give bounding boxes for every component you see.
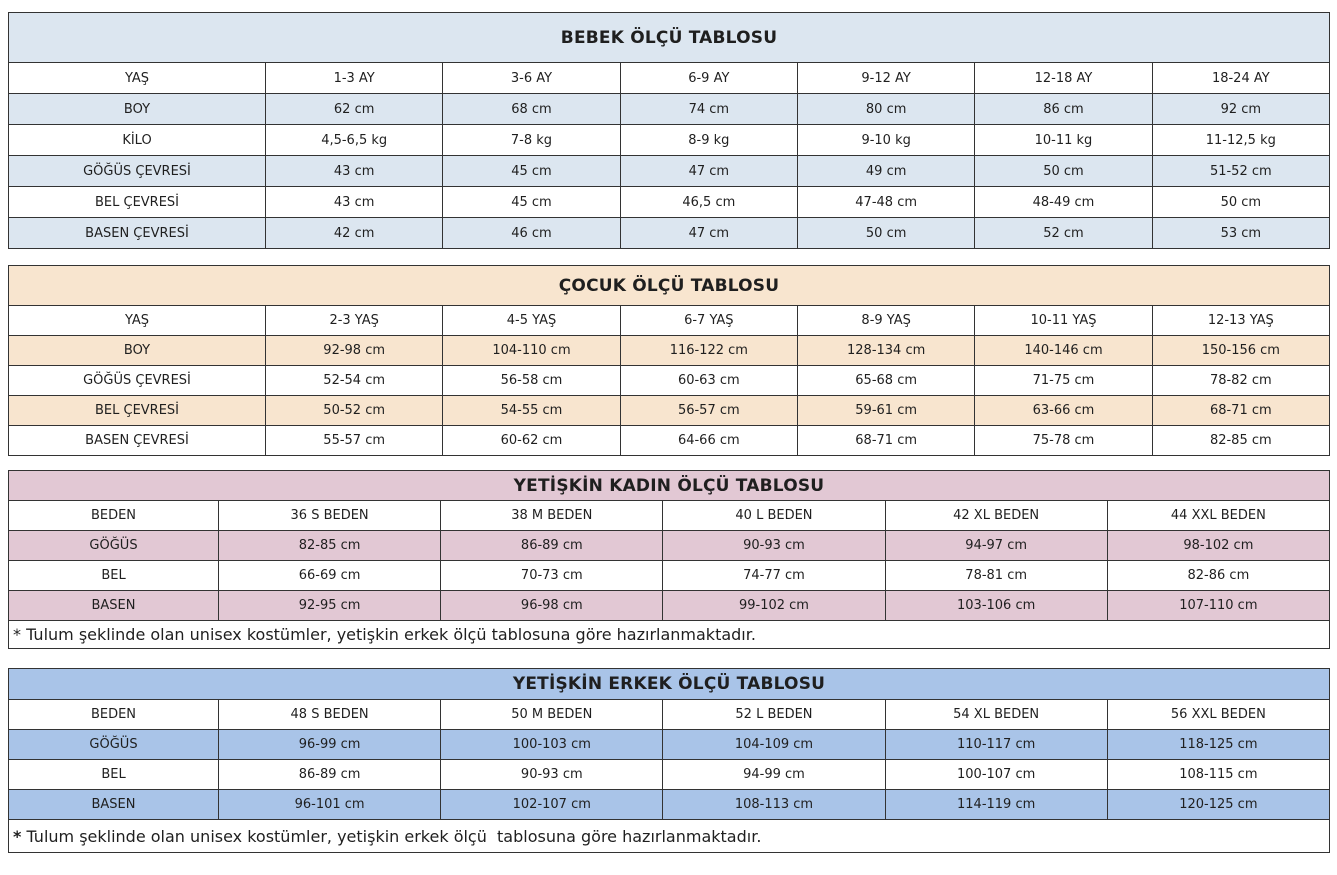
row-label: BASEN ÇEVRESİ: [9, 218, 266, 249]
cell-value: 82-85 cm: [1152, 426, 1329, 456]
cell-value: 74-77 cm: [663, 561, 885, 591]
cell-value: 70-73 cm: [441, 561, 663, 591]
footnote-text: Tulum şeklinde olan unisex kostümler, yetişkin erkek ölçü tablosuna göre hazırlanmaktadır.: [21, 826, 762, 846]
cell-value: 98-102 cm: [1107, 531, 1329, 561]
table-row: [9, 94, 1330, 125]
row-label: GÖĞÜS: [9, 531, 219, 561]
cell-value: 8-9 kg: [620, 125, 797, 156]
cell-value: 44 XXL BEDEN: [1107, 501, 1329, 531]
cell-value: 74 cm: [620, 94, 797, 125]
cell-value: 45 cm: [443, 187, 620, 218]
cell-value: 66-69 cm: [219, 561, 441, 591]
table-row: [9, 561, 1330, 591]
cell-value: 102-107 cm: [441, 790, 663, 820]
cell-value: 94-97 cm: [885, 531, 1107, 561]
cell-value: 38 M BEDEN: [441, 501, 663, 531]
cell-value: 54-55 cm: [443, 396, 620, 426]
cell-value: 86-89 cm: [441, 531, 663, 561]
footnote-text: Tulum şeklinde olan unisex kostümler, yetişkin erkek ölçü tablosuna göre hazırlanmaktadır.: [21, 625, 756, 644]
cell-value: 9-10 kg: [797, 125, 974, 156]
cell-value: 2-3 YAŞ: [266, 306, 443, 336]
cell-value: 50 cm: [1152, 187, 1329, 218]
cell-value: 82-85 cm: [219, 531, 441, 561]
cell-value: 56 XXL BEDEN: [1107, 700, 1329, 730]
cell-value: 92 cm: [1152, 94, 1329, 125]
cell-value: 150-156 cm: [1152, 336, 1329, 366]
cell-value: 40 L BEDEN: [663, 501, 885, 531]
cell-value: 68-71 cm: [797, 426, 974, 456]
cell-value: 55-57 cm: [266, 426, 443, 456]
table-row: [9, 621, 1330, 649]
table-row: [9, 187, 1330, 218]
cell-value: 60-63 cm: [620, 366, 797, 396]
cell-value: 100-103 cm: [441, 730, 663, 760]
row-label: BEL: [9, 760, 219, 790]
row-label: BASEN: [9, 790, 219, 820]
table-title: YETİŞKİN ERKEK ÖLÇÜ TABLOSU: [9, 669, 1330, 700]
cell-value: 64-66 cm: [620, 426, 797, 456]
cell-value: 6-9 AY: [620, 63, 797, 94]
row-label: GÖĞÜS ÇEVRESİ: [9, 366, 266, 396]
cell-value: 10-11 YAŞ: [975, 306, 1152, 336]
table-row: [9, 218, 1330, 249]
cell-value: 50 cm: [797, 218, 974, 249]
table-row: [9, 820, 1330, 853]
cell-value: 92-98 cm: [266, 336, 443, 366]
footnote: [9, 621, 1330, 649]
cell-value: 8-9 YAŞ: [797, 306, 974, 336]
cell-value: 48 S BEDEN: [219, 700, 441, 730]
table-row: [9, 730, 1330, 760]
cell-value: 53 cm: [1152, 218, 1329, 249]
cell-value: 6-7 YAŞ: [620, 306, 797, 336]
cell-value: 62 cm: [266, 94, 443, 125]
cell-value: 116-122 cm: [620, 336, 797, 366]
cell-value: 43 cm: [266, 156, 443, 187]
cell-value: 140-146 cm: [975, 336, 1152, 366]
cell-value: 99-102 cm: [663, 591, 885, 621]
cell-value: 90-93 cm: [441, 760, 663, 790]
cell-value: 104-109 cm: [663, 730, 885, 760]
row-label: BEL: [9, 561, 219, 591]
table-row: [9, 336, 1330, 366]
cell-value: 51-52 cm: [1152, 156, 1329, 187]
cell-value: 120-125 cm: [1107, 790, 1329, 820]
cell-value: 118-125 cm: [1107, 730, 1329, 760]
table-row: [9, 156, 1330, 187]
table-row: [9, 790, 1330, 820]
cell-value: 11-12,5 kg: [1152, 125, 1329, 156]
cell-value: 4-5 YAŞ: [443, 306, 620, 336]
cell-value: 46 cm: [443, 218, 620, 249]
cell-value: 78-81 cm: [885, 561, 1107, 591]
cell-value: 96-101 cm: [219, 790, 441, 820]
cell-value: 42 XL BEDEN: [885, 501, 1107, 531]
cell-value: 59-61 cm: [797, 396, 974, 426]
cell-value: 46,5 cm: [620, 187, 797, 218]
cell-value: 4,5-6,5 kg: [266, 125, 443, 156]
cell-value: 7-8 kg: [443, 125, 620, 156]
row-label: GÖĞÜS ÇEVRESİ: [9, 156, 266, 187]
footnote: [9, 820, 1330, 853]
cell-value: 60-62 cm: [443, 426, 620, 456]
adult-men-size-table: [8, 668, 1330, 853]
baby-size-table: [8, 12, 1330, 249]
cell-value: 12-18 AY: [975, 63, 1152, 94]
cell-value: 82-86 cm: [1107, 561, 1329, 591]
cell-value: 96-99 cm: [219, 730, 441, 760]
adult-women-size-table: [8, 470, 1330, 649]
cell-value: 50-52 cm: [266, 396, 443, 426]
cell-value: 10-11 kg: [975, 125, 1152, 156]
cell-value: 50 cm: [975, 156, 1152, 187]
cell-value: 52 cm: [975, 218, 1152, 249]
row-label: GÖĞÜS: [9, 730, 219, 760]
cell-value: 3-6 AY: [443, 63, 620, 94]
cell-value: 103-106 cm: [885, 591, 1107, 621]
table-row: [9, 366, 1330, 396]
cell-value: 63-66 cm: [975, 396, 1152, 426]
cell-value: 68 cm: [443, 94, 620, 125]
cell-value: 96-98 cm: [441, 591, 663, 621]
cell-value: 94-99 cm: [663, 760, 885, 790]
row-label: KİLO: [9, 125, 266, 156]
cell-value: 68-71 cm: [1152, 396, 1329, 426]
cell-value: 43 cm: [266, 187, 443, 218]
table-row: [9, 396, 1330, 426]
cell-value: 114-119 cm: [885, 790, 1107, 820]
cell-value: 52-54 cm: [266, 366, 443, 396]
cell-value: 65-68 cm: [797, 366, 974, 396]
cell-value: 48-49 cm: [975, 187, 1152, 218]
cell-value: 108-113 cm: [663, 790, 885, 820]
cell-value: 47 cm: [620, 156, 797, 187]
row-label: BOY: [9, 336, 266, 366]
cell-value: 100-107 cm: [885, 760, 1107, 790]
table-row: [9, 63, 1330, 94]
table-row: [9, 426, 1330, 456]
row-label: BASEN: [9, 591, 219, 621]
cell-value: 86 cm: [975, 94, 1152, 125]
cell-value: 52 L BEDEN: [663, 700, 885, 730]
cell-value: 56-58 cm: [443, 366, 620, 396]
cell-value: 90-93 cm: [663, 531, 885, 561]
cell-value: 54 XL BEDEN: [885, 700, 1107, 730]
child-size-table: [8, 265, 1330, 456]
row-label: BEL ÇEVRESİ: [9, 187, 266, 218]
cell-value: 12-13 YAŞ: [1152, 306, 1329, 336]
cell-value: 50 M BEDEN: [441, 700, 663, 730]
cell-value: 108-115 cm: [1107, 760, 1329, 790]
cell-value: 110-117 cm: [885, 730, 1107, 760]
cell-value: 78-82 cm: [1152, 366, 1329, 396]
cell-value: 80 cm: [797, 94, 974, 125]
table-row: [9, 501, 1330, 531]
table-row: [9, 306, 1330, 336]
row-label: BEL ÇEVRESİ: [9, 396, 266, 426]
cell-value: 56-57 cm: [620, 396, 797, 426]
table-title: ÇOCUK ÖLÇÜ TABLOSU: [9, 266, 1330, 306]
table-row: [9, 700, 1330, 730]
table-row: [9, 591, 1330, 621]
cell-value: 47-48 cm: [797, 187, 974, 218]
cell-value: 128-134 cm: [797, 336, 974, 366]
table-row: [9, 760, 1330, 790]
row-label: BOY: [9, 94, 266, 125]
row-label: YAŞ: [9, 306, 266, 336]
row-label: YAŞ: [9, 63, 266, 94]
footnote-marker: *: [13, 625, 21, 644]
cell-value: 1-3 AY: [266, 63, 443, 94]
cell-value: 75-78 cm: [975, 426, 1152, 456]
cell-value: 49 cm: [797, 156, 974, 187]
table-row: [9, 531, 1330, 561]
row-label: BEDEN: [9, 700, 219, 730]
cell-value: 47 cm: [620, 218, 797, 249]
table-row: [9, 125, 1330, 156]
cell-value: 18-24 AY: [1152, 63, 1329, 94]
cell-value: 86-89 cm: [219, 760, 441, 790]
table-title: YETİŞKİN KADIN ÖLÇÜ TABLOSU: [9, 471, 1330, 501]
cell-value: 45 cm: [443, 156, 620, 187]
row-label: BEDEN: [9, 501, 219, 531]
cell-value: 71-75 cm: [975, 366, 1152, 396]
cell-value: 104-110 cm: [443, 336, 620, 366]
table-title: BEBEK ÖLÇÜ TABLOSU: [9, 13, 1330, 63]
cell-value: 36 S BEDEN: [219, 501, 441, 531]
cell-value: 107-110 cm: [1107, 591, 1329, 621]
footnote-marker: *: [13, 826, 22, 846]
cell-value: 9-12 AY: [797, 63, 974, 94]
row-label: BASEN ÇEVRESİ: [9, 426, 266, 456]
cell-value: 92-95 cm: [219, 591, 441, 621]
cell-value: 42 cm: [266, 218, 443, 249]
